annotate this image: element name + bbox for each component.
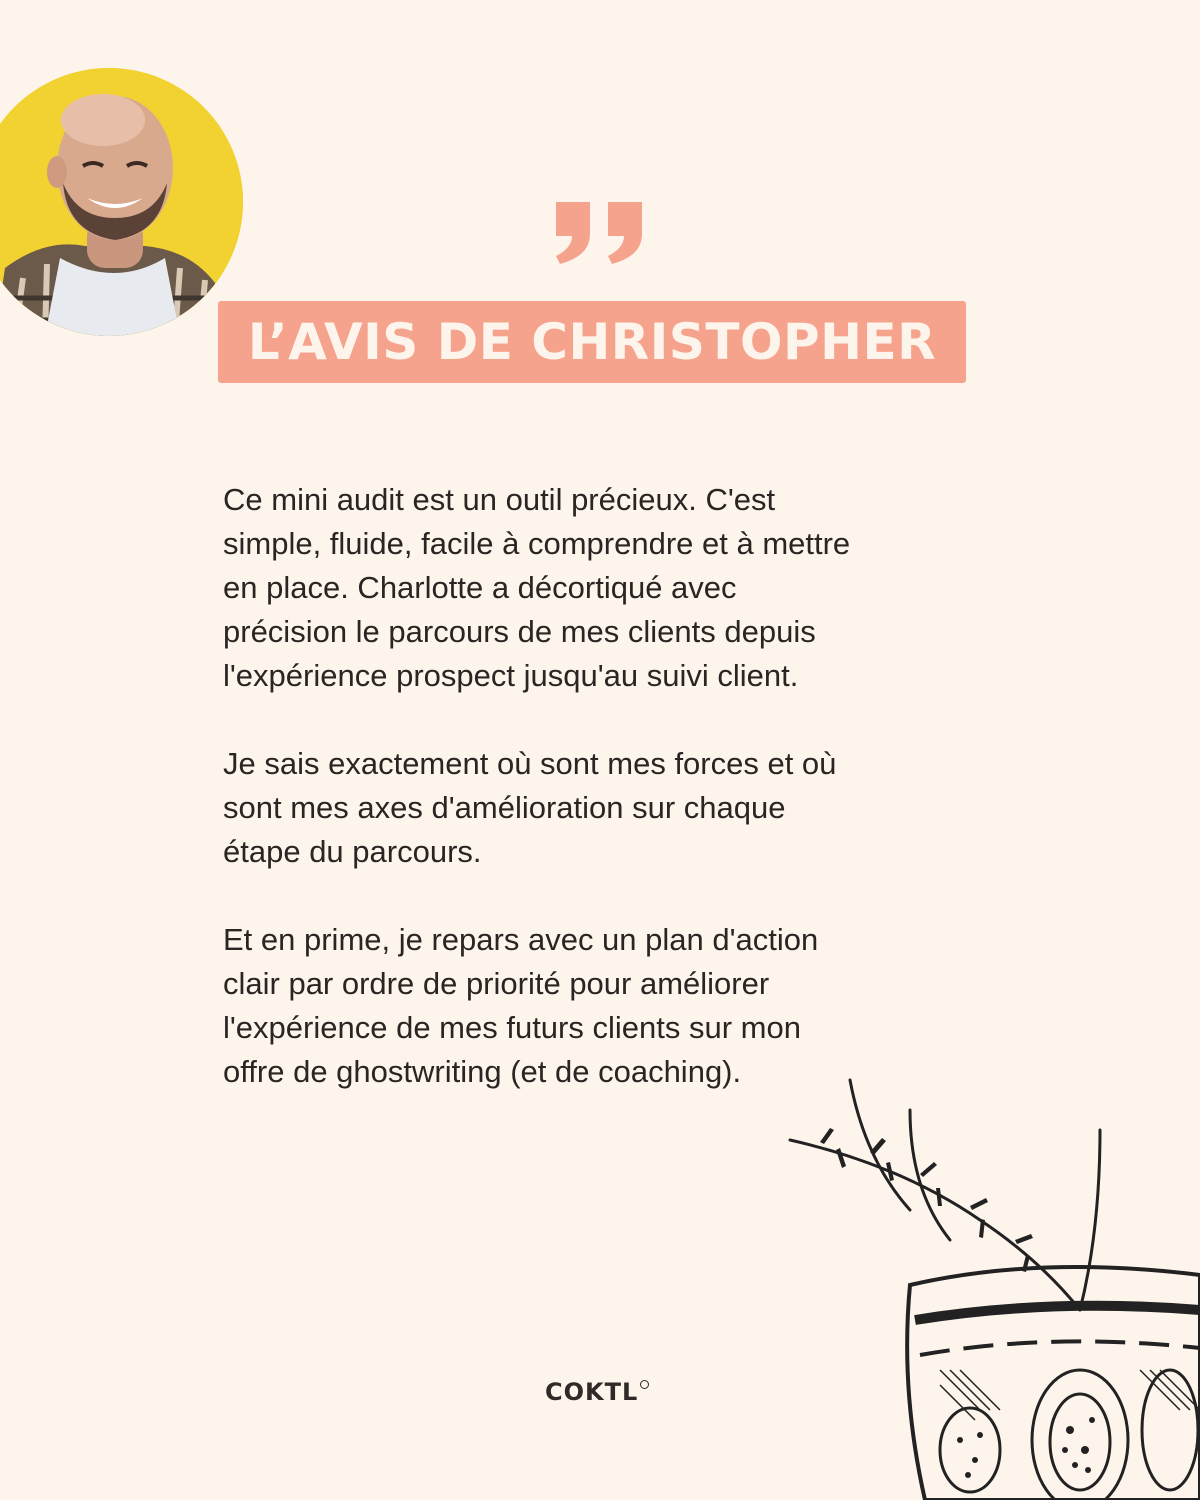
registered-icon — [640, 1380, 649, 1389]
page-title: L’AVIS DE CHRISTOPHER — [247, 313, 937, 371]
avatar — [0, 68, 243, 336]
coktl-logo — [545, 1378, 649, 1406]
testimonial-paragraph: Ce mini audit est un outil précieux. C'est simple, fluide, facile à comprendre et à mettre en place. Charlotte a décortiqué avec précision le parcours de mes clients depuis l'expérience prospect jusqu'au suivi client. — [223, 482, 851, 693]
cocktail-illustration-icon — [780, 1070, 1200, 1500]
testimonial-paragraph: Je sais exactement où sont mes forces et où sont mes axes d'amélioration sur chaque étape du parcours. — [223, 746, 837, 869]
title-banner — [218, 301, 966, 383]
closing-quote-icon — [552, 200, 648, 266]
logo-text: COKTL — [545, 1378, 639, 1406]
testimonial-text — [223, 478, 983, 1138]
testimonial-paragraph: Et en prime, je repars avec un plan d'action clair par ordre de priorité pour améliorer l'expérience de mes futurs clients sur mon offre de ghostwriting (et de coaching). — [223, 922, 819, 1089]
portrait-photo-icon — [0, 68, 243, 336]
